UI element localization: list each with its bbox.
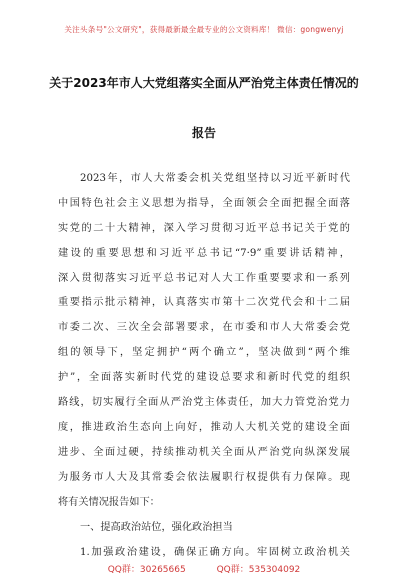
body-line: 深入贯彻落实习近平总书记对人大工作重要要求和一系列 — [58, 273, 350, 284]
qq-group-1: QQ群：30265665 — [107, 565, 186, 575]
document-title-line-1: 关于2023年市人大党组落实全面从严治党主体责任情况的 — [49, 76, 359, 90]
document-title-line-2: 报告 — [191, 126, 216, 140]
body-line: 重要指示批示精神，认真落实市第十二次党代会和十二届 — [58, 297, 350, 308]
promo-banner: 关注头条号"公文研究"，获得最新最全最专业的公文资料库！ 微信：gongwenyj — [64, 25, 344, 34]
body-line: 组的领导下，坚定拥护“两个确立”，坚决做到“两个维 — [58, 347, 350, 358]
qq-group-2: QQ群：535304092 — [216, 565, 301, 575]
body-line: 路线，切实履行全面从严治党主体责任，加大力管党治党力 — [58, 397, 350, 408]
body-line: 将有关情况报告如下： — [58, 497, 160, 508]
body-line: 为服务市人大及其常委会依法履职行权提供有力保障。现 — [58, 472, 350, 483]
body-line: 实党的二十大精神，深入学习贯彻习近平总书记关于党的 — [58, 223, 350, 234]
body-line: 进步、全面过硬，持续推动机关全面从严治党向纵深发展 — [58, 447, 350, 458]
body-line: 度，推进政治生态向上向好，推动人大机关党的建设全面 — [58, 422, 350, 433]
body-line: 建设的重要思想和习近平总书记“7·9”重要讲话精神， — [58, 248, 350, 259]
body-line: 护”，全面落实新时代党的建设总要求和新时代党的组织 — [58, 372, 350, 383]
body-line: 市委二次、三次全会部署要求，在市委和市人大常委会党 — [58, 322, 350, 333]
footer-contacts — [0, 562, 408, 575]
list-item: 1.加强政治建设，确保正确方向。牢固树立政治机关 — [80, 547, 350, 558]
section-heading: 一、提高政治站位，强化政治担当 — [80, 522, 233, 533]
body-line: 2023年，市人大常委会机关党组坚持以习近平新时代 — [80, 173, 350, 184]
body-line: 中国特色社会主义思想为指导，全面领会全面把握全面落 — [58, 198, 350, 209]
